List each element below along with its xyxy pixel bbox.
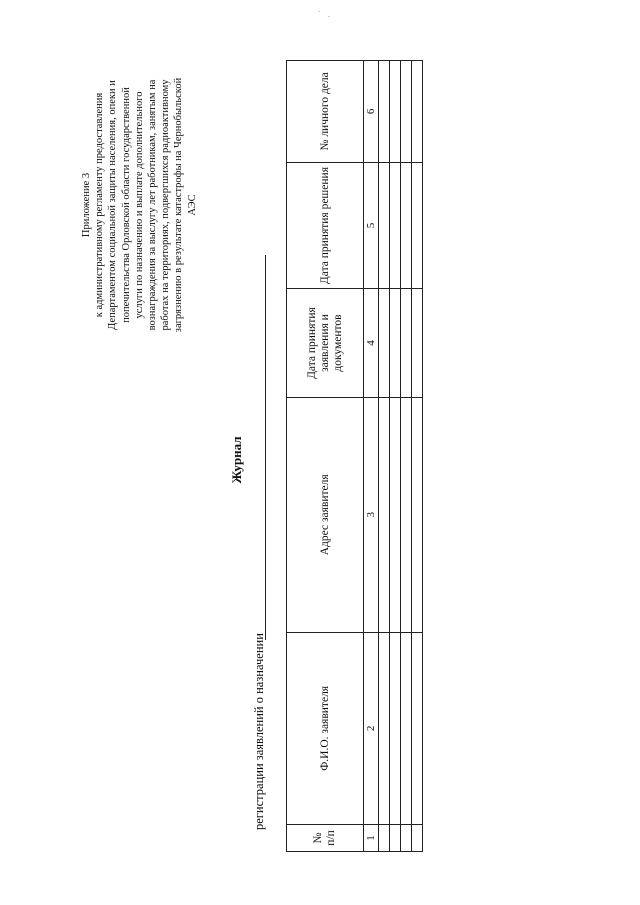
header-cell-number: № п/п	[287, 824, 364, 851]
blank-table-cell	[390, 397, 401, 632]
header-cell-decision-date: Дата принятия решения	[287, 162, 364, 289]
blank-table-cell	[379, 632, 390, 824]
blank-table-cell	[412, 61, 423, 163]
header-cell-address: Адрес заявителя	[287, 397, 364, 632]
header-cell-application-date: Дата принятия заявления и документов	[287, 289, 364, 397]
blank-table-cell	[379, 289, 390, 397]
blank-table-row	[412, 61, 423, 852]
blank-table-cell	[379, 824, 390, 851]
blank-table-cell	[379, 162, 390, 289]
blank-table-cell	[390, 162, 401, 289]
blank-table-cell	[390, 61, 401, 163]
blank-table-cell	[401, 289, 412, 397]
blank-table-cell	[401, 824, 412, 851]
blank-table-row	[401, 61, 412, 852]
header-cell-fio: Ф.И.О. заявителя	[287, 632, 364, 824]
appendix-line: попечительства Орловской области государственной	[120, 87, 132, 323]
fill-in-line	[265, 255, 266, 640]
blank-table-cell	[412, 632, 423, 824]
appendix-line: АЭС	[186, 194, 198, 216]
blank-table-row	[390, 61, 401, 852]
column-number-cell: 5	[364, 162, 379, 289]
appendix-header	[80, 30, 199, 380]
appendix-line: Приложение 3	[81, 172, 92, 238]
appendix-line: вознаграждения за выслугу лет работникам, занятым на	[147, 79, 159, 331]
header-cell-case-number: № личного дела	[287, 61, 364, 163]
appendix-line: к административному регламенту предоставления	[94, 92, 106, 318]
register-table	[286, 60, 423, 852]
column-number-cell: 2	[364, 632, 379, 824]
column-number-cell: 4	[364, 289, 379, 397]
appendix-line: Департаментом социальной защиты населения, опеки и	[107, 80, 119, 330]
blank-table-cell	[401, 61, 412, 163]
blank-table-cell	[412, 824, 423, 851]
appendix-line: услуги по назначению и выплате дополнительного	[133, 91, 145, 319]
column-number-cell: 3	[364, 397, 379, 632]
blank-table-cell	[379, 397, 390, 632]
blank-table-cell	[401, 162, 412, 289]
blank-table-cell	[379, 61, 390, 163]
blank-table-cell	[412, 289, 423, 397]
blank-table-cell	[412, 162, 423, 289]
journal-title: Журнал	[229, 436, 244, 484]
blank-table-cell	[390, 632, 401, 824]
blank-table-cell	[401, 632, 412, 824]
table-header-row	[287, 61, 364, 852]
blank-table-cell	[390, 824, 401, 851]
journal-subtitle-text: регистрации заявлений о назначении	[252, 633, 266, 830]
column-number-row	[364, 61, 379, 852]
blank-table-row	[379, 61, 390, 852]
blank-table-cell	[412, 397, 423, 632]
appendix-line: загрязнению в результате катастрофы на Чернобыльской	[173, 77, 185, 333]
blank-table-cell	[401, 397, 412, 632]
appendix-line: работах на территориях, подвергшихся радиоактивному	[160, 79, 172, 331]
blank-table-cell	[390, 289, 401, 397]
column-number-cell: 6	[364, 61, 379, 163]
column-number-cell: 1	[364, 824, 379, 851]
